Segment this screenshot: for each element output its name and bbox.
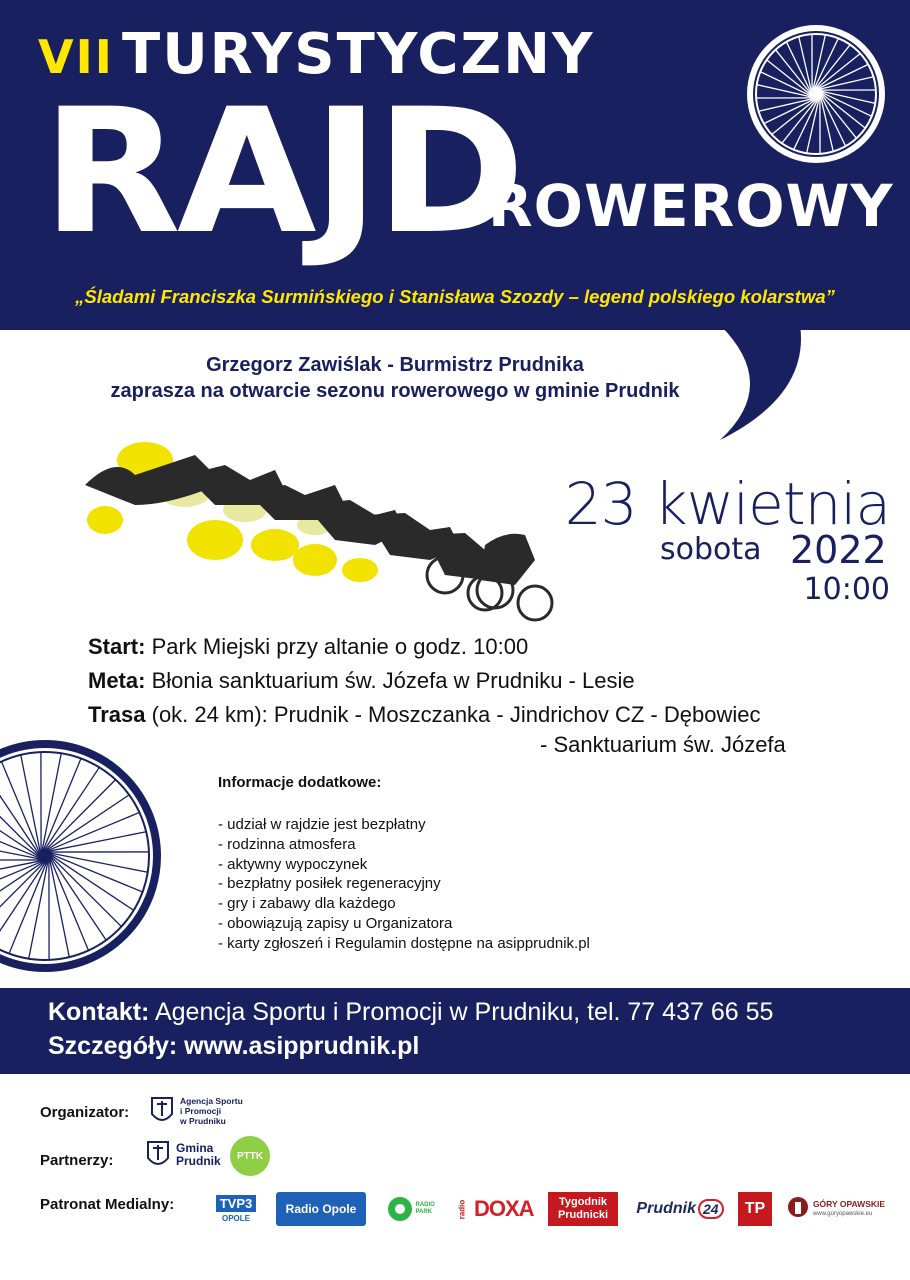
bicycle-wheel-left-icon (0, 736, 180, 976)
event-date: 23 kwietnia (564, 470, 890, 538)
details-link[interactable]: www.asipprudnik.pl (184, 1032, 420, 1060)
gory-sub: www.goryopawskie.eu (812, 1211, 873, 1217)
trasa-label: Trasa (88, 702, 146, 727)
gory-opawskie-logo (786, 1192, 886, 1226)
prudnik24-num: 24 (698, 1199, 724, 1219)
gory-text: GÓRY OPAWSKIE (812, 1199, 886, 1209)
prudnik24-text: Prudnik (636, 1200, 696, 1217)
list-item: - obowiązują zapisy u Organizatora (218, 914, 453, 932)
invite-line-2: zaprasza na otwarcie sezonu rowerowego w gminie Prudnik (110, 380, 680, 402)
partner-logo-line: Prudnik (176, 1154, 221, 1168)
details-label: Szczegóły: (48, 1032, 178, 1060)
wheel-spoke (0, 785, 43, 859)
list-item: - gry i zabawy dla każdego (218, 895, 396, 913)
list-item: - karty zgłoszeń i Regulamin dostępne na asipprudnik.pl (218, 934, 590, 952)
tp-logo: TP (738, 1192, 772, 1226)
doxa-prefix: radio (457, 1199, 467, 1219)
tygodnik-prudnicki-logo (548, 1192, 618, 1226)
pttk-text: PTTK (236, 1150, 264, 1162)
event-year: 2022 (790, 528, 887, 572)
prudnik24-logo (636, 1192, 724, 1226)
wheel-spoke (42, 780, 116, 854)
crest-icon (150, 1096, 174, 1126)
trasa-info-cont: - Sanktuarium św. Józefa (540, 732, 786, 757)
title-big: RAJD (42, 71, 522, 272)
bicycle-wheel-icon (744, 22, 888, 166)
radio-park-logo (384, 1192, 440, 1226)
invite-line-1: Grzegorz Zawiślak - Burmistrz Prudnika (206, 354, 584, 376)
organizer-logo-line: i Promocji (180, 1106, 222, 1116)
extras-title: Informacje dodatkowe: (218, 774, 382, 791)
pttk-logo (230, 1136, 270, 1176)
tower-icon (787, 1196, 809, 1222)
contact-line (48, 998, 773, 1027)
organizer-label: Organizator: (40, 1104, 130, 1121)
list-item: - udział w rajdzie jest bezpłatny (218, 816, 426, 833)
title-line-3: ROWEROWY (488, 172, 894, 240)
trasa-text: (ok. 24 km): Prudnik - Moszczanka - Jindrichov CZ - Dębowiec (151, 702, 761, 727)
details-line (48, 1032, 419, 1061)
doxa-text: DOXA (474, 1196, 534, 1221)
patron-label: Patronat Medialny: (40, 1196, 175, 1213)
start-label: Start: (88, 634, 146, 659)
title-line-1: TURYSTYCZNY (122, 22, 595, 87)
subtitle: „Śladami Franciszka Surmińskiego i Stanisława Szozdy – legend polskiego kolarstwa” (75, 286, 835, 307)
list-item: - rodzinna atmosfera (218, 835, 356, 853)
radio-opole-logo: Radio Opole (276, 1192, 366, 1226)
tvp3-text: TVP3 (216, 1195, 257, 1212)
tvp3-sub: OPOLE (221, 1214, 250, 1223)
partner-logo-gmina (146, 1140, 221, 1170)
wheel-spoke (0, 858, 49, 945)
start-text: Park Miejski przy altanie o godz. 10:00 (151, 634, 529, 659)
meta-info (88, 668, 635, 694)
partner-logo-line: Gmina (176, 1141, 214, 1155)
list-item: - bezpłatny posiłek regeneracyjny (218, 875, 441, 893)
edition-numeral: VII (38, 30, 114, 84)
wheel-spoke (1, 762, 41, 859)
meta-text: Błonia sanktuarium św. Józefa w Prudniku - Lesie (151, 668, 635, 693)
radio-park-text: RADIO PARK (415, 1202, 435, 1215)
radio-park-icon (387, 1196, 413, 1222)
trasa-info (88, 702, 760, 728)
partners-label: Partnerzy: (40, 1152, 114, 1169)
organizer-logo-line: Agencja Sportu (180, 1096, 243, 1106)
event-weekday: sobota (660, 532, 762, 567)
list-item: - aktywny wypoczynek (218, 855, 368, 873)
event-time: 10:00 (803, 572, 890, 607)
cyclists-illustration (75, 435, 555, 625)
start-info (88, 634, 528, 660)
tygodnik-line: Tygodnik (558, 1196, 608, 1208)
tygodnik-line: Prudnicki (557, 1209, 609, 1221)
tvp3-logo (210, 1192, 262, 1226)
invitation (60, 352, 730, 404)
meta-label: Meta: (88, 668, 146, 693)
organizer-logo (150, 1096, 243, 1126)
extras-list (218, 815, 590, 954)
contact-label: Kontakt: (48, 998, 150, 1026)
crest-icon (146, 1140, 170, 1170)
wheel-spoke (47, 853, 121, 927)
contact-text: Agencja Sportu i Promocji w Prudniku, tel. 77 437 66 55 (154, 998, 774, 1026)
wheel-spoke (48, 854, 88, 951)
radio-doxa-logo (452, 1192, 534, 1226)
wheel-spoke (43, 812, 140, 852)
organizer-logo-line: w Prudniku (180, 1116, 226, 1126)
